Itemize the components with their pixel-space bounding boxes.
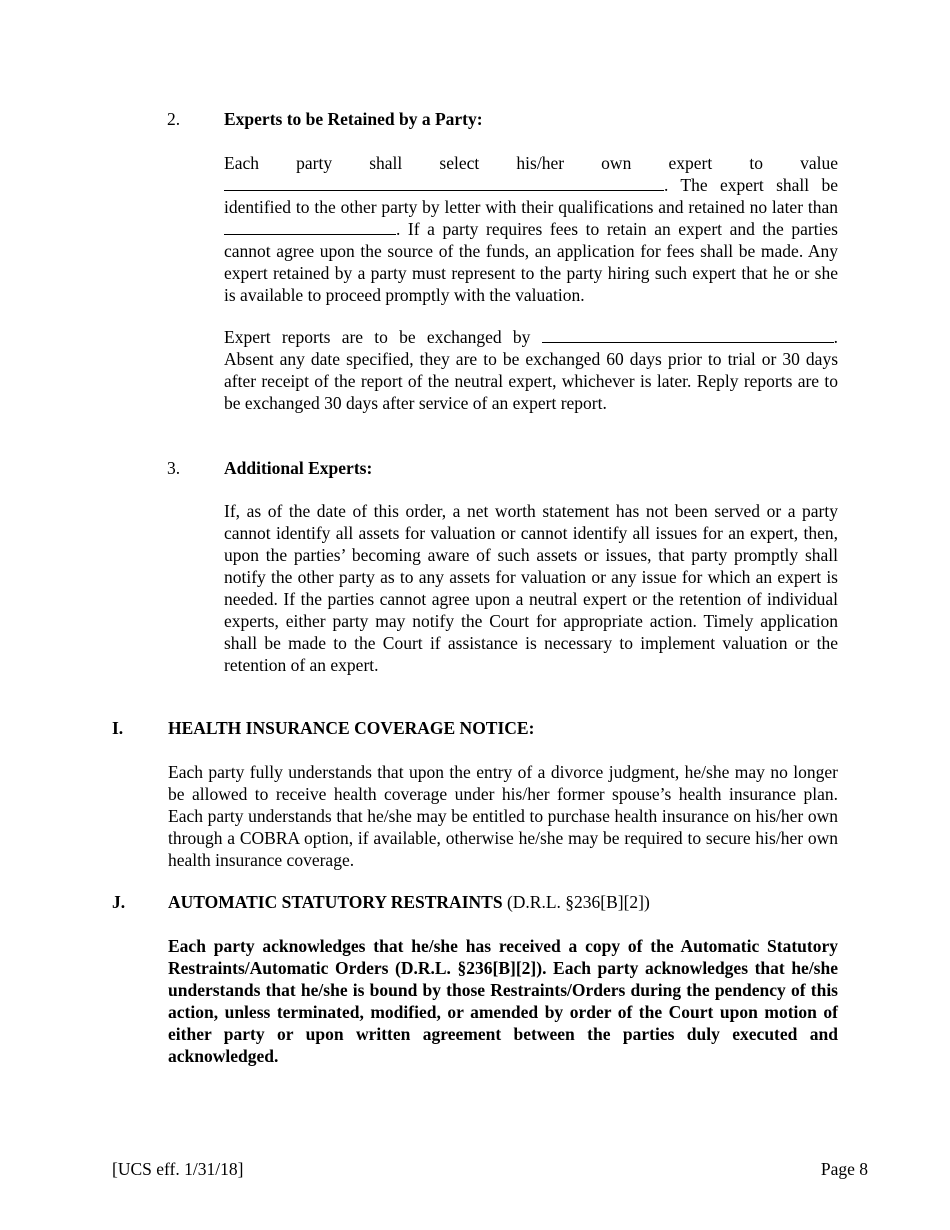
- section-3-heading: Additional Experts:: [224, 458, 373, 478]
- section-2-paragraph-2: [224, 326, 838, 414]
- section-j-heading-suffix: (D.R.L. §236[B][2]): [506, 892, 650, 912]
- para1-text-3: . If a party requires fees to retain an expert and the parties cannot agree upon the source of the funds, an application for fees shall be made. Any expert retained by a party must represent to the party hiring such expert that he or she is available to proceed promptly with the valuation.: [224, 219, 838, 305]
- section-j-paragraph: Each party acknowledges that he/she has received a copy of the Automatic Statutory Restraints/Automatic Orders (D.R.L. §236[B][2]). Each party acknowledges that he/she understands that he/she is bound by those Restraints/Orders during the pendency of this action, unless terminated, modified, or amended by order of the Court upon motion of either party or upon written agreement between the parties duly executed and acknowledged.: [168, 936, 838, 1066]
- section-2-paragraph-1: [224, 152, 838, 306]
- footer-page-number: Page 8: [820, 1159, 868, 1179]
- section-2-heading: Experts to be Retained by a Party:: [224, 109, 483, 129]
- para2-text-1: Expert reports are to be exchanged by: [224, 327, 531, 347]
- para1-text-2: . The expert shall be identified to the other party by letter with their qualifications and retained no later than: [224, 175, 838, 217]
- section-j-heading-line: [168, 891, 650, 913]
- section-3-number: 3.: [167, 458, 181, 478]
- retention-date-blank: [224, 219, 396, 235]
- section-i-paragraph: Each party fully understands that upon the entry of a divorce judgment, he/she may no longer be allowed to receive health coverage under his/her former spouse’s health insurance plan. Each party understands that he/she may be entitled to purchase health insurance on his/her own through a COBRA option, if available, otherwise he/she may be required to secure his/her own health insurance coverage.: [168, 762, 838, 870]
- section-j-letter: J.: [112, 892, 126, 912]
- para2-text-2: . Absent any date specified, they are to be exchanged 60 days prior to trial or 30 days after receipt of the report of the neutral expert, whichever is later. Reply reports are to be exchanged 30 days after service of an expert report.: [224, 327, 839, 413]
- para1-text-1: Each party shall select his/her own expert to value: [224, 153, 838, 173]
- section-i-heading: HEALTH INSURANCE COVERAGE NOTICE:: [168, 718, 535, 738]
- section-2-number: 2.: [167, 109, 181, 129]
- section-i-letter: I.: [112, 718, 124, 738]
- section-j-heading: AUTOMATIC STATUTORY RESTRAINTS: [168, 892, 503, 912]
- expert-value-blank: [224, 175, 664, 191]
- exchange-date-blank: [542, 327, 834, 343]
- footer-left: [UCS eff. 1/31/18]: [112, 1159, 244, 1179]
- section-3-paragraph: If, as of the date of this order, a net worth statement has not been served or a party cannot identify all assets for valuation or cannot identify all issues for an expert, then, upon the parties’ becoming aware of such assets or issues, that party promptly shall notify the other party as to any assets for valuation or any issue for which an expert is needed. If the parties cannot agree upon a neutral expert or the retention of individual experts, either party may notify the Court for appropriate action. Timely application shall be made to the Court if assistance is necessary to implement valuation or the retention of an expert.: [224, 501, 838, 675]
